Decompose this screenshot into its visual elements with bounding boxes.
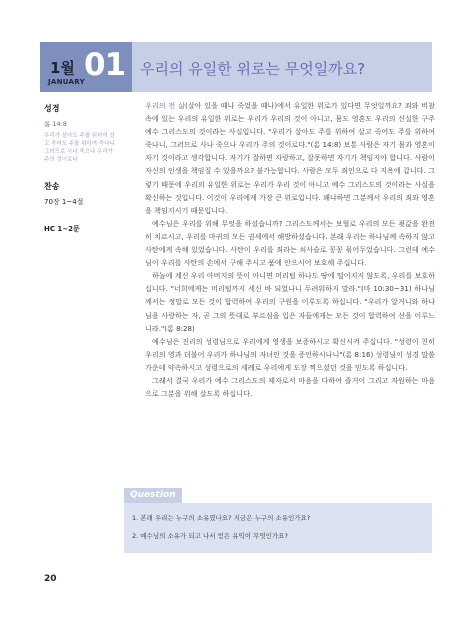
day-number: 01 bbox=[84, 47, 126, 83]
body-text bbox=[145, 99, 435, 400]
question-list bbox=[132, 513, 310, 549]
hymn-heading: 찬송 bbox=[44, 182, 60, 191]
question-2: 2. 예수님의 소유가 되고 나서 얻은 유익이 무엇인가요? bbox=[132, 532, 288, 540]
paragraph-5: 그래서 결국 우리가 예수 그리스도의 제자로서 마음을 다하여 즐거이 그리고 자원하는 마음으로 그분을 위해 살도록 하십니다. bbox=[145, 375, 435, 399]
paragraph-3: 하늘에 계신 우리 아버지의 뜻이 아니면 머리털 하나도 땅에 떨어지지 않도록, 우리를 보호하십니다. "너희에게는 머리털까지 세신 바 되었나니 두려워하지 말라."(마 10:30~31) 하나님께서는 정말로 모든 것이 합력하여 우리의 구원을 이루도록 하십니다. "우리가 알거니와 하나님을 사랑하는 자, 곧 그의 뜻대로 부르심을 입은 자들에게는 모든 것이 합력하여 선을 이루느니라."(롬 8:28) bbox=[145, 271, 435, 333]
question-1: 1. 본래 우리는 누구의 소유였나요? 지금은 누구의 소유인가요? bbox=[132, 514, 311, 522]
month-number: 1월 bbox=[50, 59, 75, 77]
hc-reference: HC 1~2문 bbox=[44, 225, 80, 233]
question-label: Question bbox=[124, 488, 182, 503]
bible-reference: 롬 14:8 bbox=[44, 120, 67, 128]
hymn-reference: 70장 1~4절 bbox=[44, 198, 84, 206]
paragraph-1-text: (살아 있을 때나 죽었을 때나)에서 유일한 위로가 있다면 무엇일까요? 죄와 비참 속에 있는 우리의 유일한 위로는 우리가 우리의 것이 아니고, 몸도 영혼도 우리의 신실한 구주 예수 그리스도의 것이라는 사실입니다. "우리가 살아도 주를 위하여 살고 죽어도 주를 위하여 죽나니, 그러므로 사나 죽으나 우리가 주의 것이로다."(롬 14:8) 보통 사람은 자기 몸과 영혼이 자기 것이라고 생각합니다. 자기가 잘하면 자랑하고, 잘못하면 자기가 책임지야 합니다. 사람이 자신의 인생을 책임질 수 있을까요? 불가능합니다. 사람은 모두 죄인으로 다 지옥에 갑니다. 그렇기 때문에 우리의 유일한 위로는 우리가 우리 것이 아니고 예수 그리스도의 것이라는 사실을 확신하는 것입니다. 이것이 우리에게 가장 큰 위로입니다. 왜냐하면 그분께서 우리의 죄와 영혼을 책임지시기 때문입니다. bbox=[145, 101, 435, 215]
bible-verse: 우리가 살아도 주를 위하여 살고 죽어도 주를 위하여 죽나니 그러므로 사나 죽으나 우리가 주의 것이로다 bbox=[44, 133, 115, 163]
month-name: JANUARY bbox=[48, 78, 85, 86]
sidebar bbox=[44, 103, 116, 234]
page-title: 우리의 유일한 위로는 무엇일까요? bbox=[140, 60, 366, 78]
paragraph-4: 예수님은 진리의 성령님으로 우리에게 영생을 보증하시고 확신시켜 주십니다. "성령이 친히 우리의 영과 더불어 우리가 하나님의 자녀인 것을 증언하시나니"(롬 8:16) 성령님이 성경 말씀 가운데 약속하시고 성령으로의 세례로 우리에게 도장 찍으셨던 것을 믿도록 하십니다. bbox=[145, 336, 435, 372]
paragraph-1 bbox=[145, 99, 435, 217]
page-number: 20 bbox=[44, 574, 57, 584]
bible-heading: 성경 bbox=[44, 104, 60, 113]
paragraph-2: 예수님은 우리를 위해 무엇을 하셨습니까? 그리스도께서는 보혈로 우리의 모든 죗값을 완전히 치르시고, 우리를 마귀의 모든 권세에서 해방하셨습니다. 본래 우리는 하나님께 속하지 않고 사탄에게 속해 있었습니다. 사탄이 우리를 죄라는 쇠사슬로 꽁꽁 묶어두었습니다. 그런데 예수님이 우리를 사탄의 손에서 구해 주시고 품에 안으시어 보호해 주십니다. bbox=[145, 218, 435, 268]
lead-phrase: 우리의 전 삶 bbox=[145, 101, 185, 110]
